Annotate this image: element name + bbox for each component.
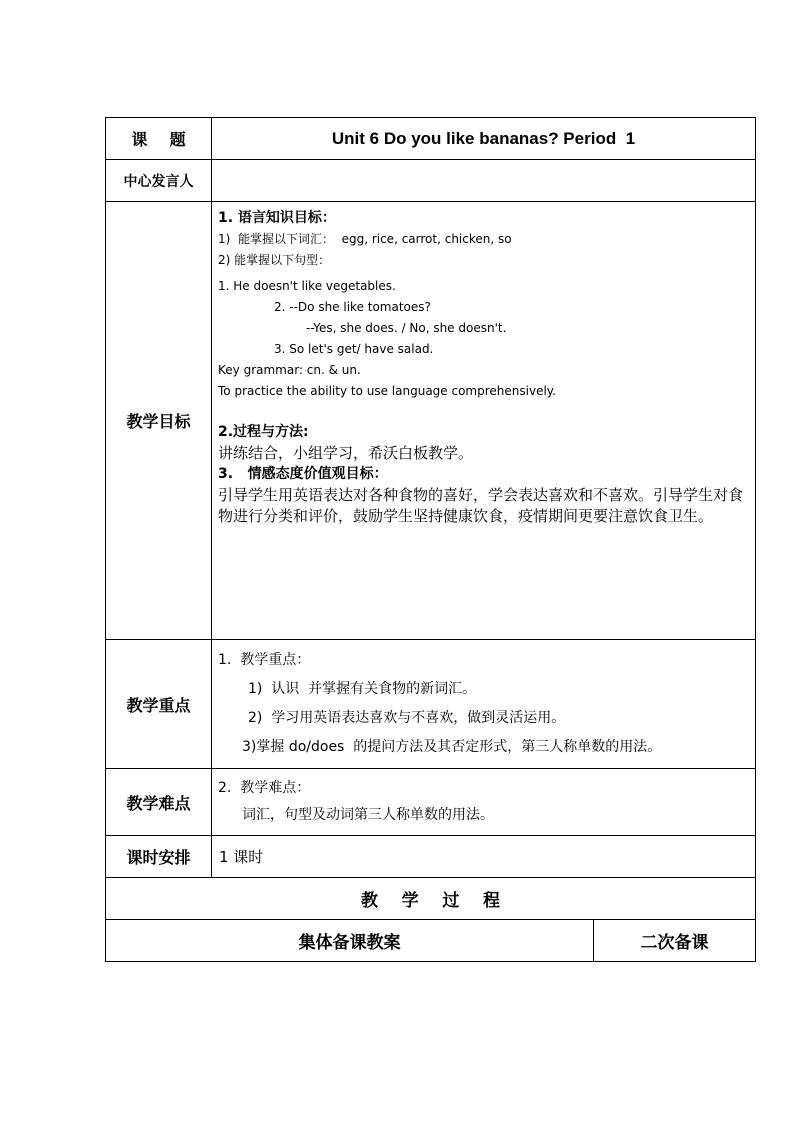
goals-row: [106, 202, 756, 640]
difficulties-heading: 2. 教学难点：: [218, 780, 311, 796]
schedule-value: 1 课时: [212, 836, 756, 878]
collective-plan-heading: 集体备课教案: [106, 920, 594, 962]
topic-label: 课 题: [106, 118, 212, 160]
sentence-2-answer: --Yes, she does. / No, she doesn't.: [306, 321, 507, 335]
goal-heading-process: 2.过程与方法:: [218, 424, 309, 440]
key-points-row: [106, 640, 756, 769]
goal-vocab-line: 1) 能掌握以下词汇： egg, rice, carrot, chicken, so: [218, 232, 512, 246]
key-point-1: 1) 认识 并掌握有关食物的新词汇。: [248, 681, 477, 697]
process-heading: 教 学 过 程: [106, 878, 756, 920]
goal-heading-language: 1. 语言知识目标：: [218, 210, 336, 226]
difficulty-1: 词汇，句型及动词第三人称单数的用法。: [242, 807, 494, 823]
process-row: [106, 878, 756, 920]
speaker-label: 中心发言人: [106, 160, 212, 202]
difficulties-row: [106, 769, 756, 836]
key-point-3: 3)掌握 do/does 的提问方法及其否定形式，第三人称单数的用法。: [242, 739, 662, 755]
topic-value: Unit 6 Do you like bananas? Period 1: [212, 118, 756, 160]
goals-label: 教学目标: [106, 202, 212, 640]
footer-row: [106, 920, 756, 962]
difficulties-label: 教学难点: [106, 769, 212, 836]
speaker-row: [106, 160, 756, 202]
sentence-2: 2. --Do she like tomatoes?: [274, 300, 431, 314]
key-grammar: Key grammar: cn. & un.: [218, 363, 361, 377]
process-method: 讲练结合，小组学习，希沃白板教学。: [218, 444, 474, 462]
sentence-1: 1. He doesn't like vegetables.: [218, 279, 396, 293]
topic-row: [106, 118, 756, 160]
goal-pattern-line: 2) 能掌握以下句型：: [218, 253, 331, 267]
schedule-label: 课时安排: [106, 836, 212, 878]
practice-ability: To practice the ability to use language comprehensively.: [218, 384, 556, 398]
goal-heading-emotion: 3. 情感态度价值观目标：: [218, 466, 388, 482]
speaker-value: [212, 160, 756, 202]
key-points-heading: 1. 教学重点：: [218, 652, 311, 668]
key-points-label: 教学重点: [106, 640, 212, 769]
schedule-row: [106, 836, 756, 878]
goals-content: [212, 202, 756, 640]
difficulties-content: [212, 769, 756, 836]
key-point-2: 2) 学习用英语表达喜欢与不喜欢，做到灵活运用。: [248, 710, 566, 726]
sentence-3: 3. So let's get/ have salad.: [274, 342, 434, 356]
key-points-content: [212, 640, 756, 769]
emotion-goal-text: 引导学生用英语表达对各种食物的喜好，学会表达喜欢和不喜欢。引导学生对食物进行分类和评价，鼓励学生坚持健康饮食，疫情期间更要注意饮食卫生。: [218, 486, 744, 525]
second-plan-heading: 二次备课: [594, 920, 756, 962]
lesson-plan-table: [105, 117, 756, 962]
